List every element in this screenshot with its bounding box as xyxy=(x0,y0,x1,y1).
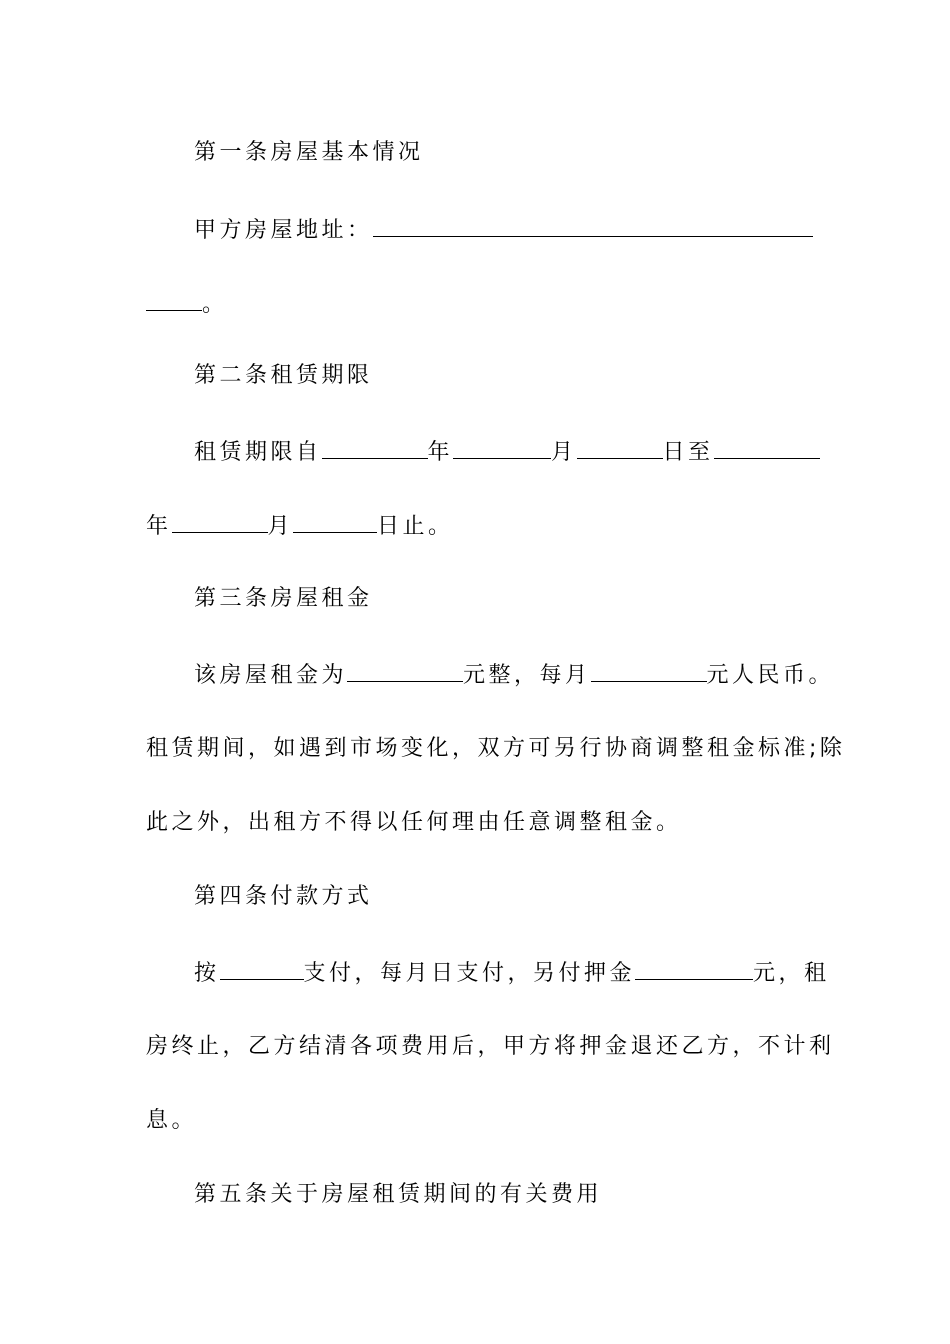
rent-line-3: 此之外，出租方不得以任何理由任意调整租金。 xyxy=(146,810,682,835)
year-label: 年 xyxy=(427,440,454,465)
term-start-text: 租赁期限自 xyxy=(194,440,322,465)
rent-mid-text: 元整，每月 xyxy=(463,663,591,688)
term-line-2 xyxy=(146,510,454,540)
article5-heading: 第五条关于房屋租赁期间的有关费用 xyxy=(194,1182,603,1207)
rent-line-2: 租赁期间，如遇到市场变化，双方可另行协商调整租金标准;除 xyxy=(146,736,846,761)
article2-heading: 第二条租赁期限 xyxy=(194,363,373,388)
article4-heading: 第四条付款方式 xyxy=(194,884,373,909)
rent-line-1 xyxy=(194,659,834,689)
rent-monthly-blank[interactable] xyxy=(591,659,707,682)
payment-line-2: 房终止，乙方结清各项费用后，甲方将押金退还乙方，不计利 xyxy=(146,1034,835,1059)
start-day-blank[interactable] xyxy=(577,436,663,459)
pay-start-text: 按 xyxy=(194,961,220,986)
year-label-2: 年 xyxy=(146,514,172,539)
article1-heading: 第一条房屋基本情况 xyxy=(194,140,424,165)
day-end-label: 日止。 xyxy=(377,514,454,539)
pay-method-blank[interactable] xyxy=(220,957,304,980)
start-year-blank[interactable] xyxy=(322,436,428,459)
address-label: 甲方房屋地址： xyxy=(194,218,373,243)
end-month-blank[interactable] xyxy=(172,510,268,533)
address-line xyxy=(194,214,813,244)
pay-end-text: 元，租 xyxy=(753,961,830,986)
end-day-blank[interactable] xyxy=(293,510,377,533)
payment-line-3: 息。 xyxy=(146,1108,198,1133)
rent-start-text: 该房屋租金为 xyxy=(194,663,348,688)
payment-line-1 xyxy=(194,957,830,987)
term-line-1 xyxy=(194,436,820,466)
end-year-blank-a[interactable] xyxy=(714,436,820,459)
article3-heading: 第三条房屋租金 xyxy=(194,586,373,611)
address-end: 。 xyxy=(202,292,228,317)
month-label: 月 xyxy=(551,440,577,465)
start-month-blank[interactable] xyxy=(453,436,551,459)
month-label-2: 月 xyxy=(267,514,294,539)
address-blank-cont[interactable] xyxy=(146,288,202,311)
rent-end-text: 元人民币。 xyxy=(706,663,835,688)
address-blank[interactable] xyxy=(373,214,813,237)
pay-mid-text: 支付，每月日支付，另付押金 xyxy=(303,961,636,986)
address-line-cont xyxy=(146,288,228,318)
day-to-label: 日至 xyxy=(662,440,714,465)
rent-total-blank[interactable] xyxy=(347,659,463,682)
deposit-blank[interactable] xyxy=(635,957,753,980)
